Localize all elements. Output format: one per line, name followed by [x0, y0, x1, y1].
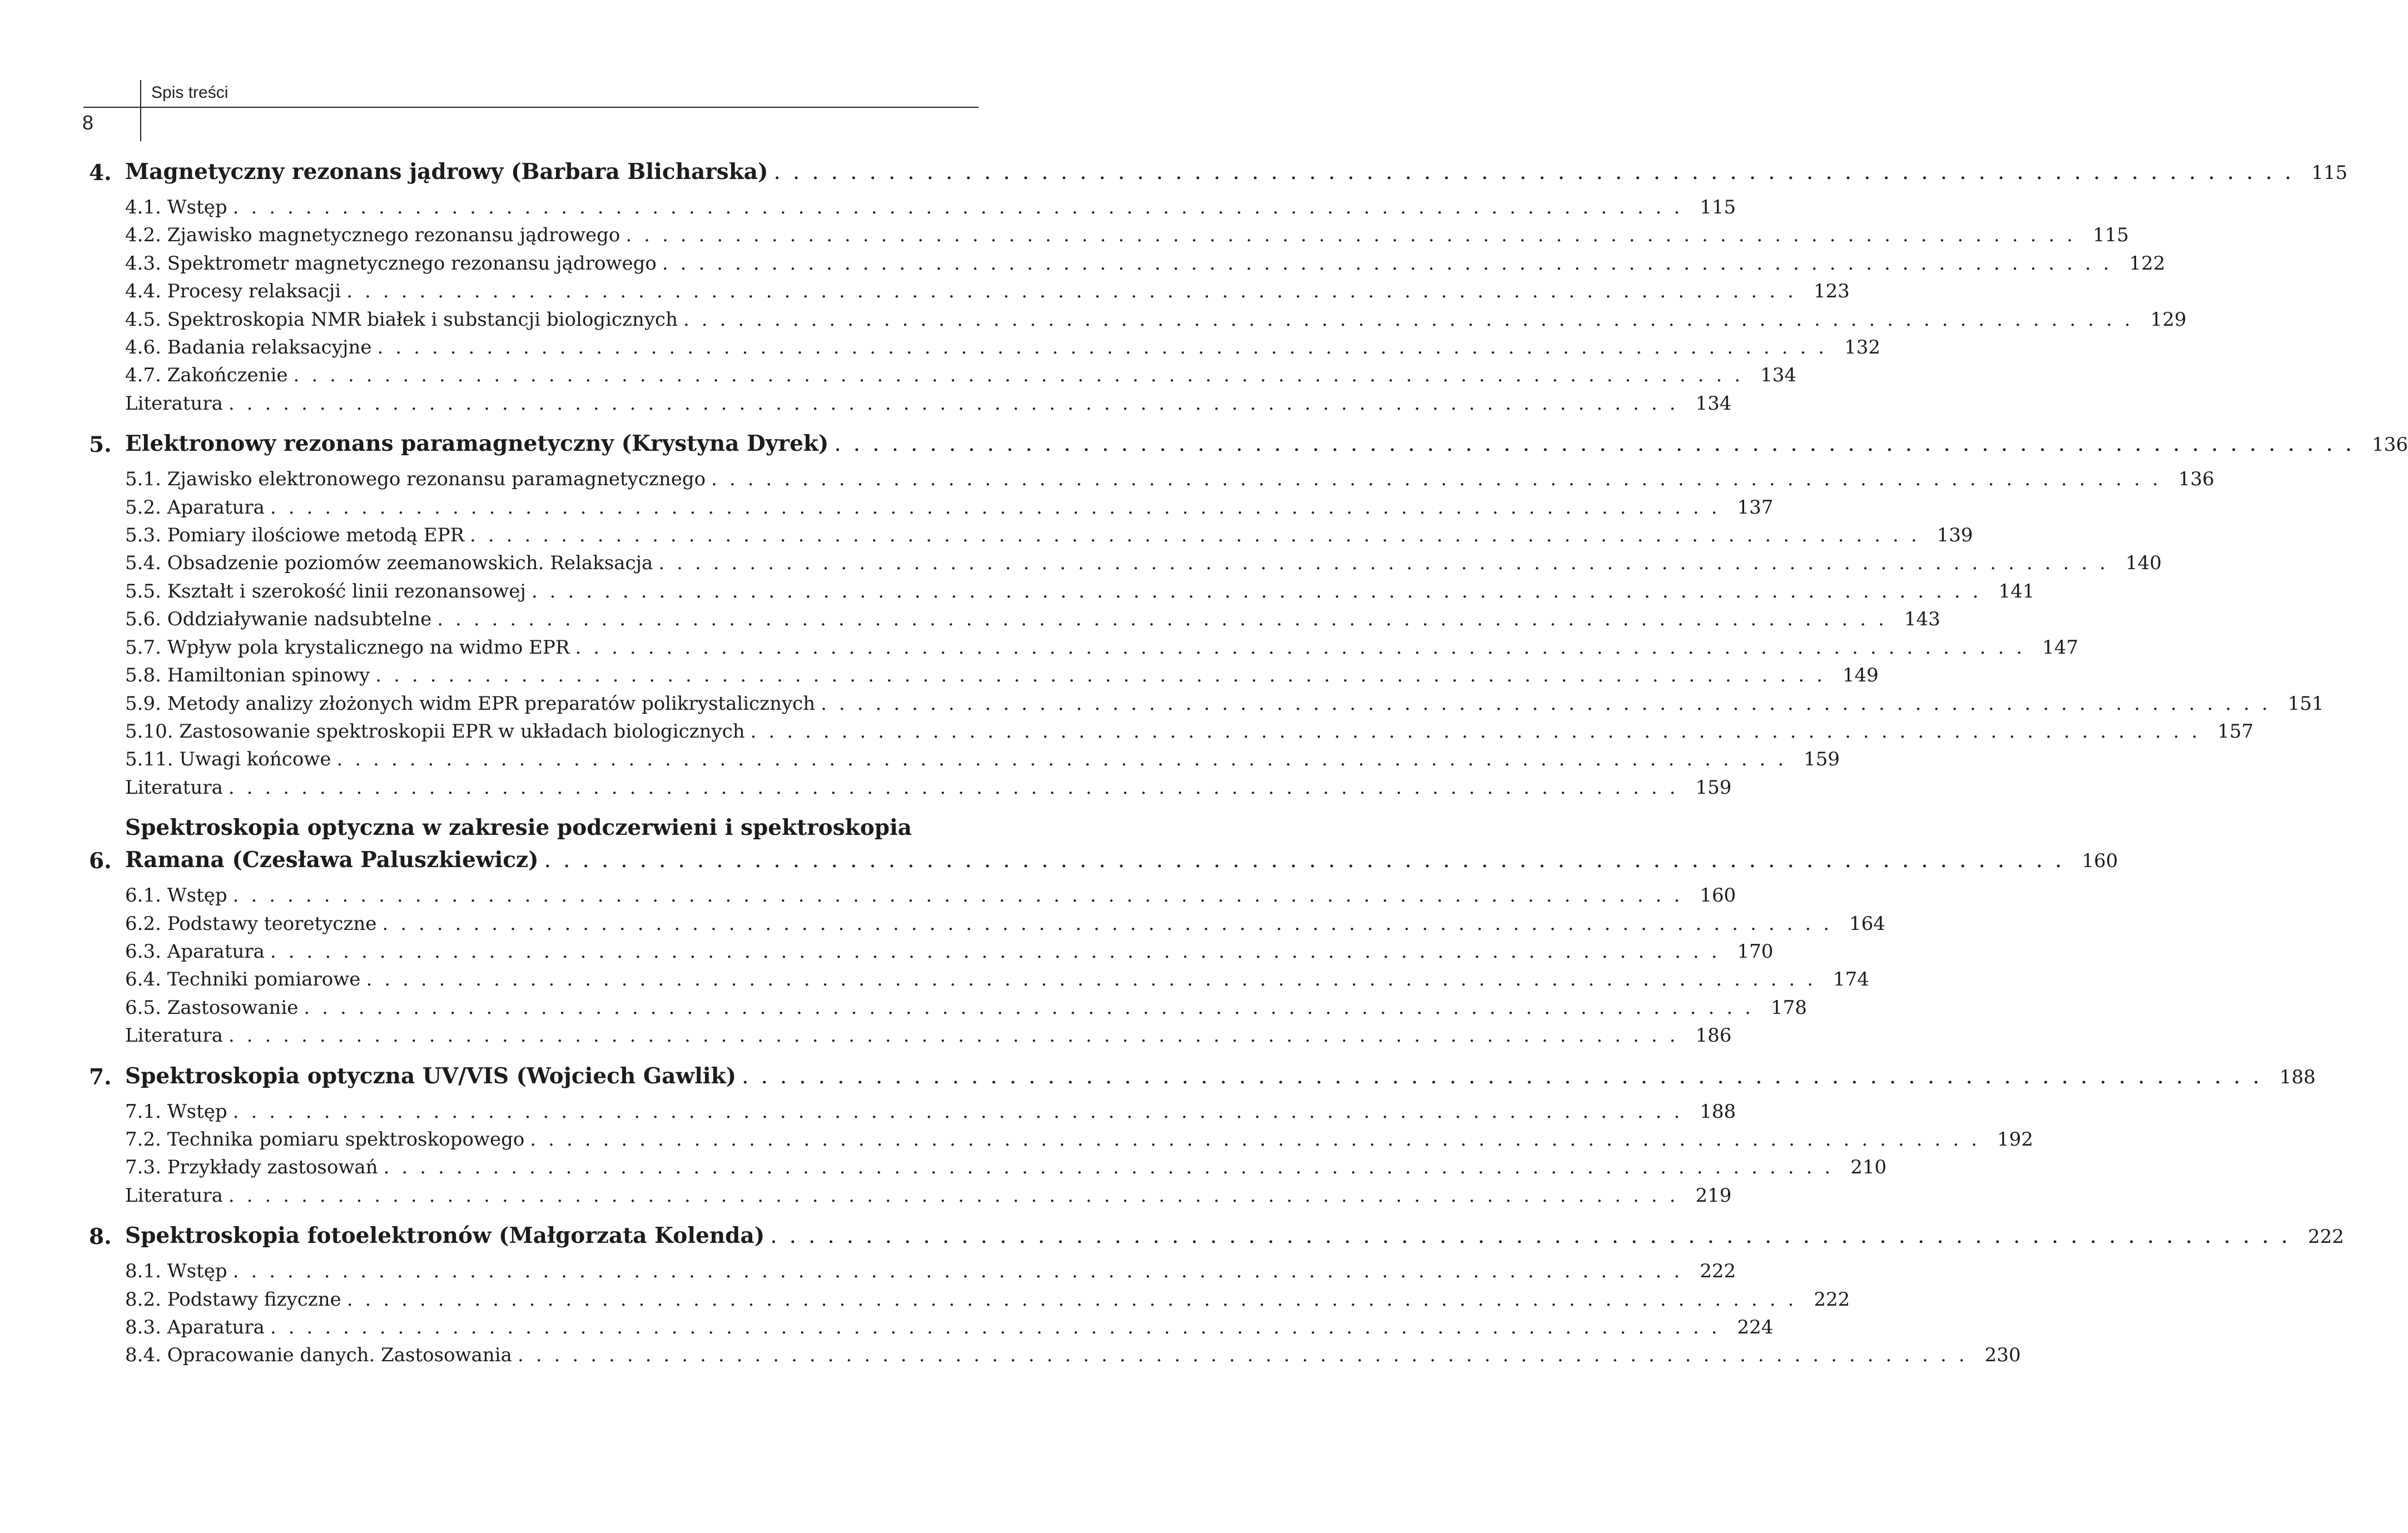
- chapter-title-line: [125, 427, 2406, 461]
- entry-number: 7.2.: [125, 1128, 161, 1151]
- chapter-page: 222: [2307, 1226, 2344, 1248]
- entry-label: Wstęp: [167, 196, 227, 218]
- entry-title: [125, 1341, 512, 1369]
- dot-leader: ................................................................................: [228, 392, 1688, 415]
- entry-number: 5.3.: [125, 524, 161, 547]
- entry-page: 134: [1695, 392, 1732, 415]
- entry-page: 157: [2217, 720, 2254, 743]
- entry-number: 6.3.: [125, 940, 161, 963]
- entry-page: 159: [1804, 748, 1840, 771]
- entry-title: [125, 250, 657, 277]
- entry-title: [125, 390, 223, 417]
- entry-label: Wstęp: [167, 1100, 227, 1123]
- chapter-6: [89, 812, 2118, 1049]
- entry-label: Technika pomiaru spektroskopowego: [167, 1128, 525, 1151]
- entry-title: [125, 521, 464, 549]
- toc-entry[interactable]: [89, 718, 2254, 745]
- entry-page: 132: [1844, 336, 1881, 359]
- entry-label: Aparatura: [167, 496, 265, 519]
- entry-number: 4.7.: [125, 364, 161, 387]
- toc-entry[interactable]: [89, 1286, 1850, 1313]
- entry-page: 192: [1997, 1128, 2033, 1151]
- dot-leader: ................................................................................: [821, 692, 2280, 715]
- entry-number: 8.4.: [125, 1344, 161, 1367]
- entry-label: Oddziaływanie nadsubtelne: [167, 608, 432, 631]
- toc-entry[interactable]: [89, 1182, 1732, 1210]
- toc-entry[interactable]: [89, 1153, 1887, 1181]
- entry-title: [125, 938, 265, 965]
- toc-entry[interactable]: [89, 390, 1732, 417]
- entry-label: Procesy relaksacji: [167, 280, 341, 303]
- header-divider: [140, 80, 141, 141]
- entry-label: Zastosowanie spektroskopii EPR w układach biologicznych: [179, 720, 745, 743]
- dot-leader: ................................................................................: [377, 336, 1837, 359]
- entry-page: 159: [1695, 776, 1732, 799]
- entry-page: 222: [1700, 1260, 1736, 1283]
- entry-page: 122: [2129, 252, 2166, 275]
- entry-number: 6.2.: [125, 912, 161, 935]
- chapter-heading[interactable]: [89, 1060, 2316, 1093]
- toc-entry[interactable]: [89, 494, 1774, 521]
- entry-label: Badania relaksacyjne: [167, 336, 372, 359]
- dot-leader: ................................................................................: [531, 580, 1991, 603]
- entry-number: 5.1.: [125, 468, 161, 491]
- chapter-title: Spektroskopia fotoelektronów (Małgorzata Kolenda): [125, 1223, 765, 1249]
- entry-title: [125, 774, 223, 802]
- entry-title: [125, 1098, 227, 1126]
- entry-page: 149: [1842, 664, 1879, 687]
- running-head: [83, 83, 979, 109]
- dot-leader: ................................................................................: [742, 1063, 2272, 1089]
- toc-entry[interactable]: [89, 938, 1774, 965]
- dot-leader: ................................................................................: [228, 1184, 1688, 1207]
- entry-page: 136: [2178, 468, 2215, 491]
- toc-entry[interactable]: [89, 1341, 2021, 1369]
- chapter-number: 4.: [89, 160, 112, 186]
- entry-title: [125, 661, 370, 689]
- entry-label: Literatura: [125, 776, 223, 799]
- entry-title: [125, 221, 620, 249]
- entry-number: 4.1.: [125, 196, 161, 218]
- dot-leader: ................................................................................: [232, 884, 1692, 907]
- toc-entry[interactable]: [89, 250, 2166, 277]
- toc-entry[interactable]: [89, 306, 2187, 334]
- dot-leader: ................................................................................: [228, 776, 1688, 799]
- chapter-8: [89, 1220, 2344, 1370]
- entry-label: Metody analizy złożonych widm EPR preparatów polikrystalicznych: [167, 692, 816, 715]
- dot-leader: ................................................................................: [382, 912, 1842, 935]
- chapter-heading[interactable]: [89, 156, 2348, 189]
- entry-title: [125, 1126, 524, 1153]
- dot-leader: ................................................................................: [711, 468, 2171, 491]
- chapter-page: 188: [2279, 1066, 2316, 1088]
- entry-title: [125, 494, 265, 521]
- header-rule: [83, 107, 979, 108]
- dot-leader: ................................................................................: [232, 196, 1692, 218]
- chapter-title: Elektronowy rezonans paramagnetyczny (Krystyna Dyrek): [125, 431, 829, 457]
- table-of-contents: [89, 156, 2408, 1380]
- dot-leader: ................................................................................: [375, 664, 1835, 687]
- toc-entry[interactable]: [89, 774, 1732, 802]
- dot-leader: ................................................................................: [773, 160, 2304, 185]
- entry-label: Aparatura: [167, 1316, 265, 1338]
- entry-number: 6.4.: [125, 968, 161, 991]
- dot-leader: ................................................................................: [625, 224, 2085, 247]
- entry-label: Wstęp: [167, 1260, 227, 1283]
- entry-title: [125, 1182, 223, 1210]
- entry-page: 139: [1937, 524, 1973, 547]
- chapter-heading[interactable]: [89, 1220, 2344, 1253]
- chapter-title: Ramana (Czesława Paluszkiewicz): [125, 847, 539, 873]
- dot-leader: ................................................................................: [530, 1128, 1989, 1151]
- dot-leader: ................................................................................: [470, 524, 1929, 547]
- entry-page: 141: [1998, 580, 2035, 603]
- entry-page: 174: [1833, 968, 1869, 991]
- entry-label: Pomiary ilościowe metodą EPR: [167, 524, 465, 547]
- entry-title: [125, 465, 706, 493]
- chapter-title-block: [125, 156, 2346, 189]
- entry-label: Wpływ pola krystalicznego na widmo EPR: [167, 636, 570, 659]
- entry-number: 4.3.: [125, 252, 161, 275]
- entry-page: 151: [2287, 692, 2324, 715]
- toc-entry[interactable]: [89, 578, 2035, 605]
- toc-entry[interactable]: [89, 690, 2324, 718]
- entry-page: 147: [2042, 636, 2078, 659]
- toc-entry[interactable]: [89, 549, 2162, 577]
- entry-page: 219: [1695, 1184, 1732, 1207]
- toc-entry[interactable]: [89, 882, 1736, 909]
- dot-leader: ................................................................................: [662, 252, 2122, 275]
- toc-entry[interactable]: [89, 1022, 1732, 1049]
- entry-title: [125, 1257, 227, 1285]
- dot-leader: ................................................................................: [270, 1316, 1730, 1338]
- entry-title: [125, 965, 360, 993]
- entry-page: 210: [1850, 1156, 1887, 1179]
- dot-leader: ................................................................................: [346, 1288, 1806, 1311]
- toc-entry[interactable]: [89, 221, 2129, 249]
- entry-title: [125, 361, 288, 389]
- dot-leader: ................................................................................: [834, 431, 2365, 457]
- chapter-title-block: [125, 427, 2406, 461]
- entry-page: 164: [1849, 912, 1885, 935]
- toc-entry[interactable]: [89, 965, 1869, 993]
- chapter-heading[interactable]: [89, 812, 2118, 877]
- chapter-title-line1: Spektroskopia optyczna w zakresie podczerwieni i spektroskopia: [125, 815, 912, 841]
- dot-leader: ................................................................................: [270, 940, 1730, 963]
- entry-number: 8.1.: [125, 1260, 161, 1283]
- entry-number: 4.5.: [125, 308, 161, 331]
- entry-title: [125, 634, 569, 661]
- entry-title: [125, 605, 431, 633]
- page-number: 8: [82, 111, 94, 134]
- running-title: Spis treści: [151, 83, 229, 102]
- entry-title: [125, 994, 298, 1022]
- entry-number: 4.6.: [125, 336, 161, 359]
- toc-entry[interactable]: [89, 521, 1973, 549]
- entry-page: 178: [1770, 996, 1807, 1019]
- entry-page: 186: [1695, 1024, 1732, 1047]
- entry-label: Uwagi końcowe: [179, 748, 331, 771]
- entry-page: 160: [1700, 884, 1736, 907]
- chapter-page: 136: [2372, 434, 2408, 456]
- entry-title: [125, 549, 653, 577]
- dot-leader: ................................................................................: [750, 720, 2210, 743]
- dot-leader: ................................................................................: [683, 308, 2143, 331]
- entry-title: [125, 1286, 341, 1313]
- chapter-number: 7.: [89, 1064, 112, 1090]
- chapter-4: [89, 156, 2348, 417]
- entry-label: Literatura: [125, 1024, 223, 1047]
- chapter-title-block: [125, 1220, 2342, 1253]
- entry-title: [125, 1153, 378, 1181]
- entry-page: 188: [1700, 1100, 1736, 1123]
- entry-number: 5.10.: [125, 720, 173, 743]
- entry-number: 5.8.: [125, 664, 161, 687]
- entry-label: Aparatura: [167, 940, 265, 963]
- dot-leader: ................................................................................: [232, 1260, 1692, 1283]
- entry-title: [125, 1313, 265, 1341]
- entry-number: 5.6.: [125, 608, 161, 631]
- entry-label: Literatura: [125, 1184, 223, 1207]
- dot-leader: ................................................................................: [437, 608, 1896, 631]
- chapter-title-block: [125, 812, 2116, 877]
- toc-entry[interactable]: [89, 1126, 2033, 1153]
- entry-page: 123: [1813, 280, 1850, 303]
- entry-page: 143: [1904, 608, 1940, 631]
- entry-label: Zjawisko elektronowego rezonansu paramagnetycznego: [167, 468, 706, 491]
- entry-number: 6.1.: [125, 884, 161, 907]
- dot-leader: ................................................................................: [336, 748, 1796, 771]
- entry-page: 137: [1737, 496, 1774, 519]
- entry-number: 8.2.: [125, 1288, 161, 1311]
- entry-label: Hamiltonian spinowy: [167, 664, 370, 687]
- chapter-title-block: [125, 1060, 2314, 1093]
- entry-label: Spektroskopia NMR białek i substancji biologicznych: [167, 308, 678, 331]
- dot-leader: ................................................................................: [517, 1344, 1977, 1367]
- entry-number: 5.2.: [125, 496, 161, 519]
- entry-number: 7.3.: [125, 1156, 161, 1179]
- dot-leader: ................................................................................: [346, 280, 1806, 303]
- entry-label: Przykłady zastosowań: [167, 1156, 378, 1179]
- entry-label: Zastosowanie: [167, 996, 299, 1019]
- chapter-number: 5.: [89, 432, 112, 458]
- toc-entry[interactable]: [89, 910, 1885, 938]
- entry-number: 5.9.: [125, 692, 161, 715]
- entry-label: Zakończenie: [167, 364, 288, 387]
- entry-title: [125, 193, 227, 221]
- entry-page: 129: [2150, 308, 2187, 331]
- dot-leader: ................................................................................: [575, 636, 2035, 659]
- entry-title: [125, 745, 331, 773]
- dot-leader: ................................................................................: [383, 1156, 1843, 1179]
- entry-number: 5.5.: [125, 580, 161, 603]
- toc-entry[interactable]: [89, 1313, 1774, 1341]
- toc-entry[interactable]: [89, 193, 1736, 221]
- entry-page: 222: [1814, 1288, 1850, 1311]
- entry-label: Literatura: [125, 392, 223, 415]
- entry-label: Podstawy fizyczne: [167, 1288, 341, 1311]
- entry-title: [125, 277, 341, 305]
- chapter-number: 6.: [89, 848, 112, 874]
- entry-page: 224: [1737, 1316, 1774, 1338]
- chapter-title-line: [125, 1060, 2314, 1093]
- toc-entry[interactable]: [89, 745, 1840, 773]
- entry-page: 170: [1737, 940, 1774, 963]
- entry-page: 140: [2125, 552, 2162, 575]
- entry-page: 134: [1760, 364, 1797, 387]
- entry-number: 5.7.: [125, 636, 161, 659]
- toc-entry[interactable]: [89, 994, 1807, 1022]
- entry-title: [125, 1022, 223, 1049]
- chapter-title-line: [125, 844, 2116, 877]
- entry-number: 7.1.: [125, 1100, 161, 1123]
- entry-number: 5.4.: [125, 552, 161, 575]
- entry-label: Kształt i szerokość linii rezonansowej: [167, 580, 526, 603]
- entry-label: Zjawisko magnetycznego rezonansu jądrowego: [167, 224, 620, 247]
- entry-title: [125, 306, 678, 334]
- entry-title: [125, 690, 815, 718]
- dot-leader: ................................................................................: [658, 552, 2118, 575]
- toc-entry[interactable]: [89, 1098, 1736, 1126]
- chapter-heading[interactable]: [89, 427, 2408, 461]
- entry-number: 4.4.: [125, 280, 161, 303]
- entry-label: Obsadzenie poziomów zeemanowskich. Relaksacja: [167, 552, 653, 575]
- toc-entry[interactable]: [89, 1257, 1736, 1285]
- dot-leader: ................................................................................: [293, 364, 1753, 387]
- entry-number: 5.11.: [125, 748, 173, 771]
- dot-leader: ................................................................................: [770, 1223, 2300, 1249]
- chapter-number: 8.: [89, 1224, 112, 1250]
- toc-entry[interactable]: [89, 661, 1879, 689]
- entry-label: Wstęp: [167, 884, 227, 907]
- entry-page: 115: [2092, 224, 2129, 247]
- toc-entry[interactable]: [89, 634, 2078, 661]
- entry-title: [125, 718, 745, 745]
- entry-label: Spektrometr magnetycznego rezonansu jądrowego: [167, 252, 657, 275]
- entry-title: [125, 882, 227, 909]
- toc-entry[interactable]: [89, 277, 1850, 305]
- toc-entry[interactable]: [89, 334, 1881, 361]
- entry-label: Techniki pomiarowe: [167, 968, 361, 991]
- entry-number: 8.3.: [125, 1316, 161, 1338]
- chapter-title-line: [125, 1220, 2342, 1253]
- dot-leader: ................................................................................: [366, 968, 1826, 991]
- chapter-page: 115: [2311, 162, 2348, 184]
- toc-entry[interactable]: [89, 465, 2215, 493]
- entry-number: 4.2.: [125, 224, 161, 247]
- chapter-title: Magnetyczny rezonans jądrowy (Barbara Blicharska): [125, 159, 768, 185]
- chapter-title-line: [125, 156, 2346, 189]
- entry-page: 230: [1984, 1344, 2021, 1367]
- dot-leader: ................................................................................: [232, 1100, 1692, 1123]
- dot-leader: ................................................................................: [304, 996, 1763, 1019]
- entry-title: [125, 910, 376, 938]
- toc-entry[interactable]: [89, 605, 1940, 633]
- dot-leader: ................................................................................: [270, 496, 1730, 519]
- chapter-title: Spektroskopia optyczna UV/VIS (Wojciech Gawlik): [125, 1063, 737, 1089]
- entry-label: Podstawy teoretyczne: [167, 912, 377, 935]
- chapter-7: [89, 1060, 2316, 1210]
- chapter-5: [89, 427, 2408, 802]
- entry-title: [125, 578, 526, 605]
- toc-entry[interactable]: [89, 361, 1797, 389]
- dot-leader: ................................................................................: [544, 848, 2074, 873]
- entry-page: 115: [1700, 196, 1736, 218]
- entry-title: [125, 334, 372, 361]
- dot-leader: ................................................................................: [228, 1024, 1688, 1047]
- entry-number: 6.5.: [125, 996, 161, 1019]
- entry-label: Opracowanie danych. Zastosowania: [167, 1344, 512, 1367]
- chapter-page: 160: [2082, 850, 2118, 873]
